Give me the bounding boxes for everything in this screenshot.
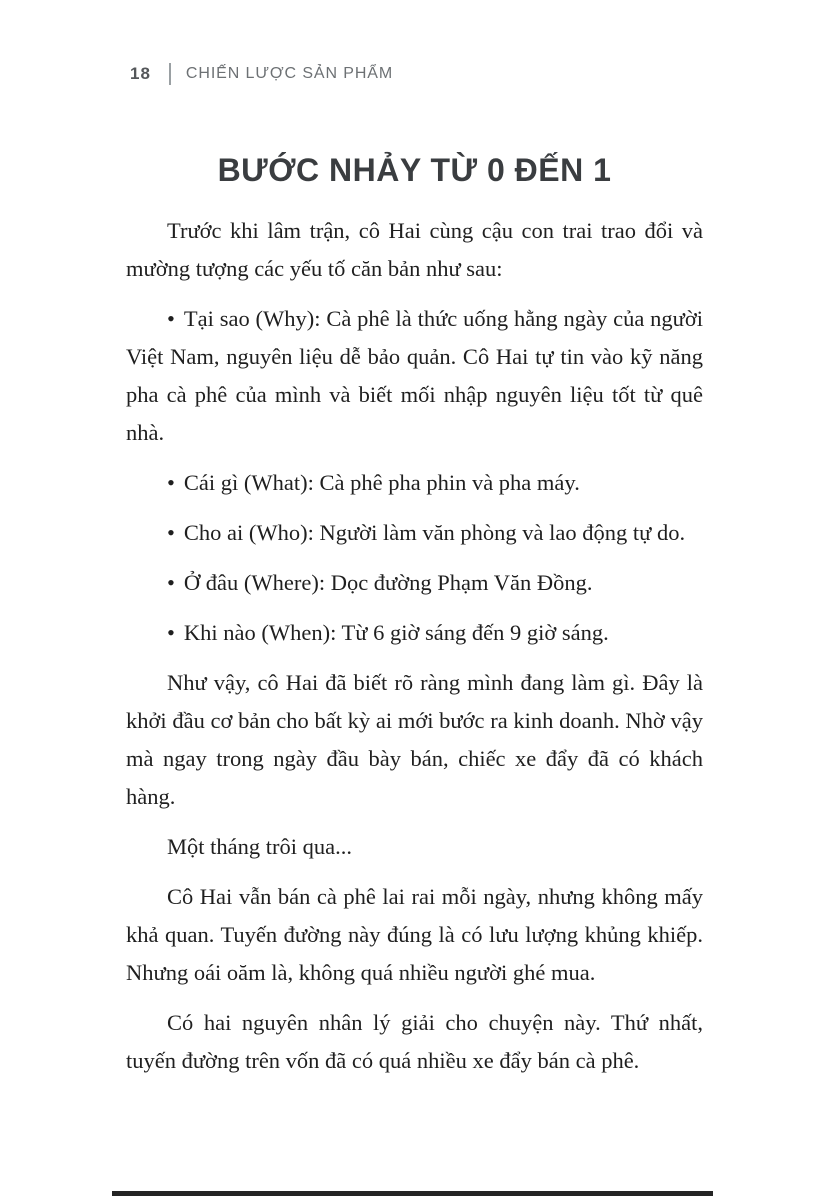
bullet-item xyxy=(126,564,703,602)
bullet-icon: • xyxy=(167,570,175,595)
paragraph: Có hai nguyên nhân lý giải cho chuyện này. Thứ nhất, tuyến đường trên vốn đã có quá nhiều xe đẩy bán cà phê. xyxy=(126,1010,703,1073)
bullet-text: Cái gì (What): Cà phê pha phin và pha máy. xyxy=(183,470,580,495)
cropped-text-line xyxy=(112,1191,713,1196)
bullet-item xyxy=(126,514,703,552)
bullet-text: Khi nào (When): Từ 6 giờ sáng đến 9 giờ sáng. xyxy=(183,620,609,645)
page-number: 18 xyxy=(130,64,151,83)
book-title: CHIẾN LƯỢC SẢN PHẨM xyxy=(185,65,394,82)
bullet-icon: • xyxy=(167,620,175,645)
bullet-text: Ở đâu (Where): Dọc đường Phạm Văn Đồng. xyxy=(183,570,593,595)
bullet-icon: • xyxy=(167,470,175,495)
paragraph: Cô Hai vẫn bán cà phê lai rai mỗi ngày, nhưng không mấy khả quan. Tuyến đường này đúng là có lưu lượng khủng khiếp. Nhưng oái oăm là, không quá nhiều người ghé mua. xyxy=(126,884,703,985)
paragraph: Như vậy, cô Hai đã biết rõ ràng mình đang làm gì. Đây là khởi đầu cơ bản cho bất kỳ ai mới bước ra kinh doanh. Nhờ vậy mà ngay trong ngày đầu bày bán, chiếc xe đẩy đã có khách hàng. xyxy=(126,670,703,809)
bullet-icon: • xyxy=(167,306,175,331)
paragraph: Một tháng trôi qua... xyxy=(167,834,352,859)
bullet-item xyxy=(126,464,703,502)
bullet-item xyxy=(126,614,703,652)
body-text xyxy=(126,212,703,1092)
bullet-icon: • xyxy=(167,520,175,545)
paragraph: Trước khi lâm trận, cô Hai cùng cậu con trai trao đổi và mường tượng các yếu tố căn bản như sau: xyxy=(126,218,703,281)
running-header xyxy=(130,63,393,85)
bullet-text: Cho ai (Who): Người làm văn phòng và lao động tự do. xyxy=(183,520,686,545)
chapter-title: BƯỚC NHẢY TỪ 0 ĐẾN 1 xyxy=(217,152,612,188)
bullet-text: Tại sao (Why): Cà phê là thức uống hằng ngày của người Việt Nam, nguyên liệu dễ bảo quản. Cô Hai tự tin vào kỹ năng pha cà phê của mình và biết mối nhập nguyên liệu tốt từ quê nhà. xyxy=(126,306,703,445)
header-separator xyxy=(169,63,171,85)
bullet-item xyxy=(126,300,703,452)
